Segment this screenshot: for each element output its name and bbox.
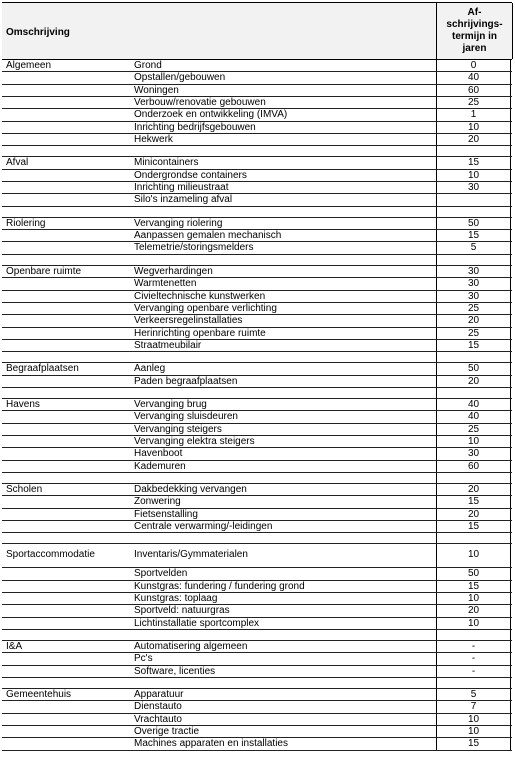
description-cell: Kademuren [134, 460, 186, 472]
category-cell: Riolering [6, 217, 46, 229]
table-row [2, 328, 512, 340]
term-cell: 30 [436, 291, 511, 302]
description-cell: Apparatuur [134, 689, 184, 701]
term-cell [436, 473, 511, 483]
spacer-row [2, 473, 512, 484]
table-row [2, 266, 512, 278]
term-cell [436, 146, 511, 156]
term-cell: 30 [436, 278, 511, 289]
table-row [2, 568, 512, 580]
table-row [2, 738, 512, 750]
term-cell: 1 [436, 109, 511, 120]
table-row [2, 484, 512, 496]
description-cell: Telemetrie/storingsmelders [134, 242, 254, 254]
term-cell: 25 [436, 303, 511, 314]
spacer-row [2, 352, 512, 363]
description-cell: Pc's [134, 653, 153, 665]
description-cell: Automatisering algemeen [134, 641, 248, 653]
category-cell: Sportaccommodatie [6, 549, 95, 561]
description-cell: Straatmeubilair [134, 339, 202, 351]
term-cell: 10 [436, 544, 511, 567]
table-row [2, 182, 512, 194]
description-cell: Software, licenties [134, 665, 216, 677]
description-cell: Vervanging sluisdeuren [134, 411, 238, 423]
description-cell: Verbouw/renovatie gebouwen [134, 97, 266, 109]
table-row [2, 424, 512, 436]
description-cell: Opstallen/gebouwen [134, 72, 226, 84]
description-cell: Vervanging riolering [134, 217, 223, 229]
table-row [2, 60, 512, 72]
table-row [2, 714, 512, 726]
term-cell: 10 [436, 618, 511, 629]
table-row [2, 194, 512, 206]
term-cell: 15 [436, 230, 511, 241]
description-cell: Aanleg [134, 363, 166, 375]
term-cell: 10 [436, 593, 511, 604]
table-row [2, 97, 512, 109]
description-cell: Overige tractie [134, 726, 200, 738]
category-cell: Openbare ruimte [6, 265, 82, 277]
term-cell: 25 [436, 328, 511, 339]
table-row [2, 581, 512, 593]
description-cell: Verkeersregelinstallaties [134, 315, 243, 327]
term-cell: 10 [436, 170, 511, 181]
term-cell: 15 [436, 496, 511, 507]
term-cell: 40 [436, 399, 511, 410]
term-cell: 20 [436, 134, 511, 145]
description-cell: Sportveld: natuurgras [134, 605, 230, 617]
term-cell: 0 [436, 60, 511, 71]
term-cell: 20 [436, 605, 511, 616]
table-row [2, 278, 512, 290]
table-row [2, 461, 512, 473]
table-row [2, 448, 512, 460]
description-cell: Dakbedekking vervangen [134, 483, 247, 495]
description-cell: Lichtinstallatie sportcomplex [134, 617, 260, 629]
table-row [2, 376, 512, 388]
table-body [2, 60, 512, 751]
term-cell: 15 [436, 157, 511, 168]
table-header [2, 2, 512, 60]
term-cell: 10 [436, 436, 511, 447]
term-cell: - [436, 666, 511, 677]
term-cell: 50 [436, 363, 511, 374]
table-row [2, 218, 512, 230]
table-row [2, 303, 512, 315]
term-cell [436, 388, 511, 398]
description-cell: Fietsenstalling [134, 508, 198, 520]
term-cell: 40 [436, 411, 511, 422]
table-row [2, 157, 512, 169]
term-cell [436, 678, 511, 688]
description-cell: Onderzoek en ontwikkeling (IMVA) [134, 109, 288, 121]
description-cell: Grond [134, 60, 162, 71]
term-cell [436, 255, 511, 265]
description-cell: Centrale verwarming/-leidingen [134, 521, 273, 532]
term-cell: 50 [436, 568, 511, 579]
term-cell [436, 630, 511, 640]
table-row [2, 436, 512, 448]
term-cell: 60 [436, 85, 511, 96]
category-cell: Scholen [6, 483, 43, 495]
table-row [2, 230, 512, 242]
description-cell: Dienstauto [134, 701, 182, 713]
table-row [2, 72, 512, 84]
term-cell: 20 [436, 376, 511, 387]
term-cell [436, 194, 511, 205]
spacer-row [2, 255, 512, 266]
table-row [2, 291, 512, 303]
table-row [2, 411, 512, 423]
term-cell: 25 [436, 97, 511, 108]
term-cell: 7 [436, 701, 511, 712]
description-cell: Woningen [134, 84, 179, 96]
table-row [2, 544, 512, 568]
table-row [2, 170, 512, 182]
description-cell: Civieltechnische kunstwerken [134, 290, 266, 302]
term-cell: 30 [436, 266, 511, 277]
term-cell: 10 [436, 726, 511, 737]
term-cell: 15 [436, 340, 511, 351]
description-cell: Zonwering [134, 496, 181, 508]
spacer-row [2, 678, 512, 689]
spacer-row [2, 207, 512, 218]
description-cell: Vervanging openbare verlichting [134, 302, 277, 314]
description-cell: Machines apparaten en installaties [134, 738, 288, 750]
table-row [2, 726, 512, 738]
category-cell: Afval [6, 157, 29, 169]
table-row [2, 134, 512, 146]
term-cell: 30 [436, 448, 511, 459]
description-cell: Paden begraafplaatsen [134, 375, 238, 387]
description-cell: Wegverhardingen [134, 265, 213, 277]
term-cell: 10 [436, 122, 511, 133]
description-cell: Warmtenetten [134, 278, 197, 290]
description-cell: Ondergrondse containers [134, 169, 247, 181]
table-row [2, 593, 512, 605]
category-cell: Begraafplaatsen [6, 363, 79, 375]
description-cell: Inrichting milieustraat [134, 182, 229, 194]
depreciation-table [2, 2, 512, 751]
term-cell: 25 [436, 424, 511, 435]
term-cell: - [436, 641, 511, 652]
header-omschrijving: Omschrijving [6, 27, 70, 38]
table-row [2, 109, 512, 121]
term-cell: 5 [436, 689, 511, 700]
term-cell [436, 352, 511, 362]
table-row [2, 701, 512, 713]
table-row [2, 618, 512, 630]
table-row [2, 521, 512, 533]
description-cell: Silo's inzameling afval [134, 194, 233, 206]
spacer-row [2, 146, 512, 157]
term-cell: 10 [436, 714, 511, 725]
description-cell: Vervanging steigers [134, 423, 222, 435]
description-cell: Vervanging elektra steigers [134, 435, 255, 447]
term-cell: 20 [436, 509, 511, 520]
description-cell: Inrichting bedrijfsgebouwen [134, 121, 256, 133]
table-row [2, 242, 512, 254]
description-cell: Inventaris/Gymmaterialen [134, 549, 248, 561]
category-cell: Algemeen [6, 60, 52, 71]
spacer-row [2, 630, 512, 641]
table-row [2, 85, 512, 97]
category-cell: I&A [6, 641, 23, 653]
description-cell: Kunstgras: fundering / fundering grond [134, 580, 305, 592]
description-cell: Herinrichting openbare ruimte [134, 327, 266, 339]
description-cell: Hekwerk [134, 134, 173, 146]
description-cell: Vrachtauto [134, 713, 182, 725]
table-row [2, 689, 512, 701]
term-cell: 5 [436, 242, 511, 253]
table-row [2, 605, 512, 617]
term-cell [436, 533, 511, 543]
description-cell: Kunstgras: toplaag [134, 593, 218, 605]
table-row [2, 653, 512, 665]
table-row [2, 509, 512, 521]
term-cell: 30 [436, 182, 511, 193]
table-row [2, 666, 512, 678]
description-cell: Minicontainers [134, 157, 199, 169]
table-row [2, 122, 512, 134]
term-cell: 60 [436, 461, 511, 472]
table-row [2, 315, 512, 327]
term-cell: 15 [436, 521, 511, 532]
table-row [2, 641, 512, 653]
term-cell [436, 207, 511, 217]
spacer-row [2, 388, 512, 399]
term-cell: 15 [436, 581, 511, 592]
description-cell: Havenboot [134, 448, 183, 460]
term-cell: - [436, 653, 511, 664]
term-cell: 50 [436, 218, 511, 229]
description-cell: Vervanging brug [134, 398, 207, 410]
term-cell: 40 [436, 72, 511, 83]
term-cell: 20 [436, 484, 511, 495]
table-row [2, 363, 512, 375]
header-afschrijvingstermijn: Af- schrijvings- termijn in jaren [436, 3, 513, 59]
table-row [2, 399, 512, 411]
category-cell: Havens [6, 398, 40, 410]
table-row [2, 340, 512, 352]
spacer-row [2, 533, 512, 544]
description-cell: Sportvelden [134, 568, 188, 580]
term-cell: 20 [436, 315, 511, 326]
description-cell: Aanpassen gemalen mechanisch [134, 230, 282, 242]
category-cell: Gemeentehuis [6, 689, 72, 701]
term-cell: 15 [436, 738, 511, 749]
table-row [2, 496, 512, 508]
